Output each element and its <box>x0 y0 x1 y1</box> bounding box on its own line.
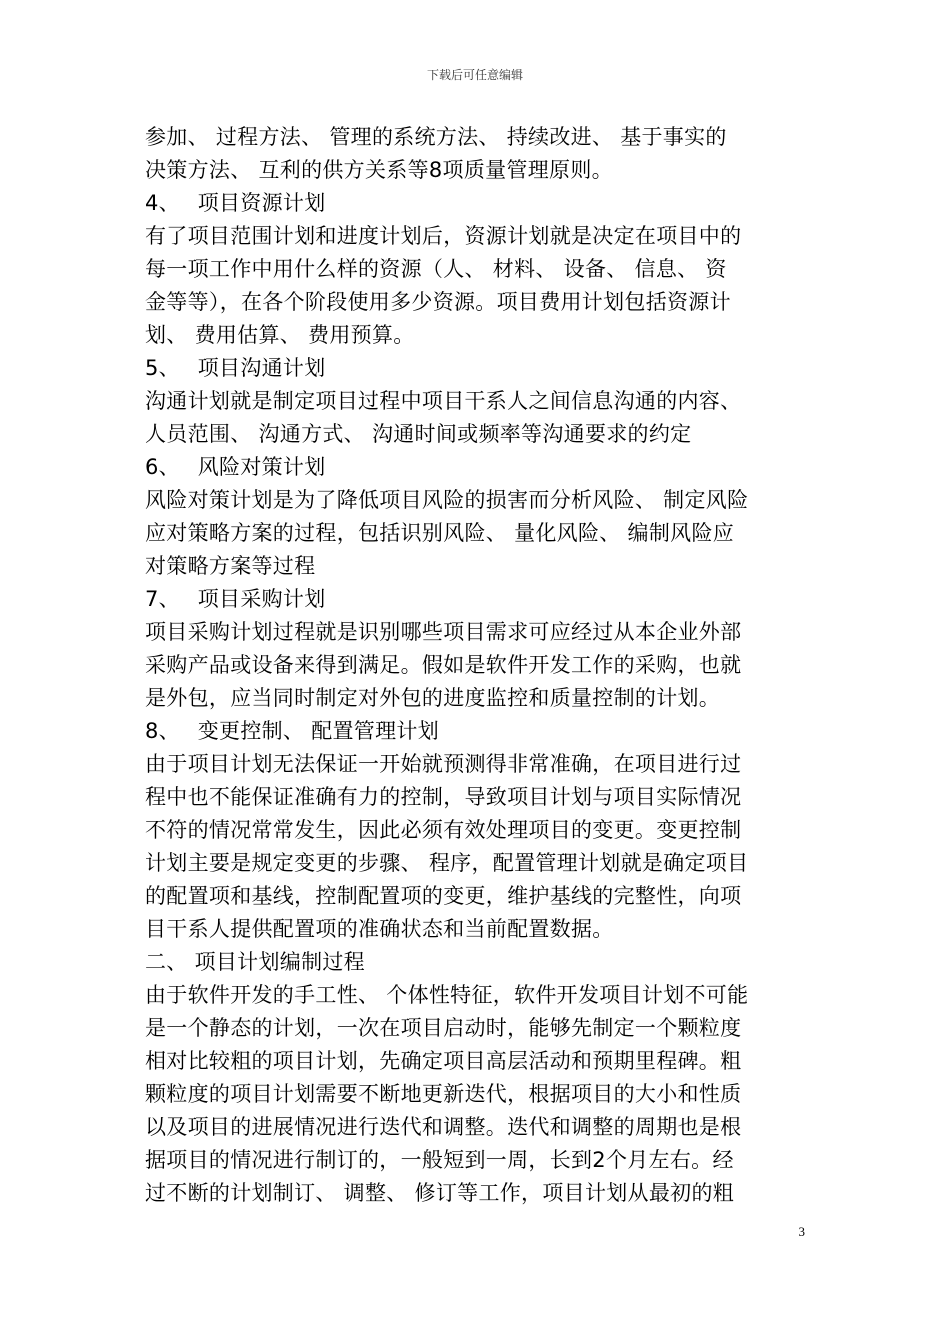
page-number: 3 <box>798 1224 805 1239</box>
text-line: 5、 项目沟通计划 <box>145 356 326 380</box>
text-line: 相对比较粗的项目计划，先确定项目高层活动和预期里程碑。粗 <box>145 1049 742 1073</box>
text-line: 金等等），在各个阶段使用多少资源。项目费用计划包括资源计 <box>145 290 731 314</box>
text-line: 据项目的情况进行制订的，一般短到一周，长到2个月左右。经 <box>145 1148 734 1172</box>
page-header: 下载后可任意编辑 <box>426 68 523 82</box>
text-line: 4、 项目资源计划 <box>145 191 326 215</box>
text-line: 有了项目范围计划和进度计划后，资源计划就是决定在项目中的 <box>145 224 742 248</box>
text-line: 风险对策计划是为了降低项目风险的损害而分析风险、 制定风险 <box>145 488 749 512</box>
text-line: 7、 项目采购计划 <box>145 587 326 611</box>
text-line: 6、 风险对策计划 <box>145 455 326 479</box>
text-line: 划、 费用估算、 费用预算。 <box>145 323 415 347</box>
text-line: 是外包，应当同时制定对外包的进度监控和质量控制的计划。 <box>145 686 721 710</box>
text-line: 二、 项目计划编制过程 <box>145 950 365 974</box>
text-line: 目干系人提供配置项的准确状态和当前配置数据。 <box>145 917 614 941</box>
text-line: 决策方法、 互利的供方关系等8项质量管理原则。 <box>145 158 613 182</box>
text-line: 不符的情况常常发生，因此必须有效处理项目的变更。变更控制 <box>145 818 742 842</box>
text-line: 计划主要是规定变更的步骤、 程序，配置管理计划就是确定项目 <box>145 851 749 875</box>
text-line: 由于软件开发的手工性、 个体性特征，软件开发项目计划不可能 <box>145 983 749 1007</box>
text-line: 颗粒度的项目计划需要不断地更新迭代，根据项目的大小和性质 <box>145 1082 742 1106</box>
text-line: 是一个静态的计划，一次在项目启动时，能够先制定一个颗粒度 <box>145 1016 742 1040</box>
body-text <box>145 121 805 1210</box>
text-line: 参加、 过程方法、 管理的系统方法、 持续改进、 基于事实的 <box>145 125 727 149</box>
text-line: 每一项工作中用什么样的资源（人、 材料、 设备、 信息、 资 <box>145 257 727 281</box>
text-line: 沟通计划就是制定项目过程中项目干系人之间信息沟通的内容、 <box>145 389 742 413</box>
text-line: 项目采购计划过程就是识别哪些项目需求可应经过从本企业外部 <box>145 620 742 644</box>
text-line: 由于项目计划无法保证一开始就预测得非常准确，在项目进行过 <box>145 752 742 776</box>
text-line: 以及项目的进展情况进行迭代和调整。迭代和调整的周期也是根 <box>145 1115 742 1139</box>
text-line: 的配置项和基线，控制配置项的变更，维护基线的完整性，向项 <box>145 884 742 908</box>
text-line: 人员范围、 沟通方式、 沟通时间或频率等沟通要求的约定 <box>145 422 692 446</box>
text-line: 8、 变更控制、 配置管理计划 <box>145 719 440 743</box>
text-line: 采购产品或设备来得到满足。假如是软件开发工作的采购，也就 <box>145 653 742 677</box>
text-line: 过不断的计划制订、 调整、 修订等工作，项目计划从最初的粗 <box>145 1181 735 1205</box>
text-line: 对策略方案等过程 <box>145 554 316 578</box>
text-line: 应对策略方案的过程，包括识别风险、 量化风险、 编制风险应 <box>145 521 735 545</box>
text-line: 程中也不能保证准确有力的控制，导致项目计划与项目实际情况 <box>145 785 742 809</box>
